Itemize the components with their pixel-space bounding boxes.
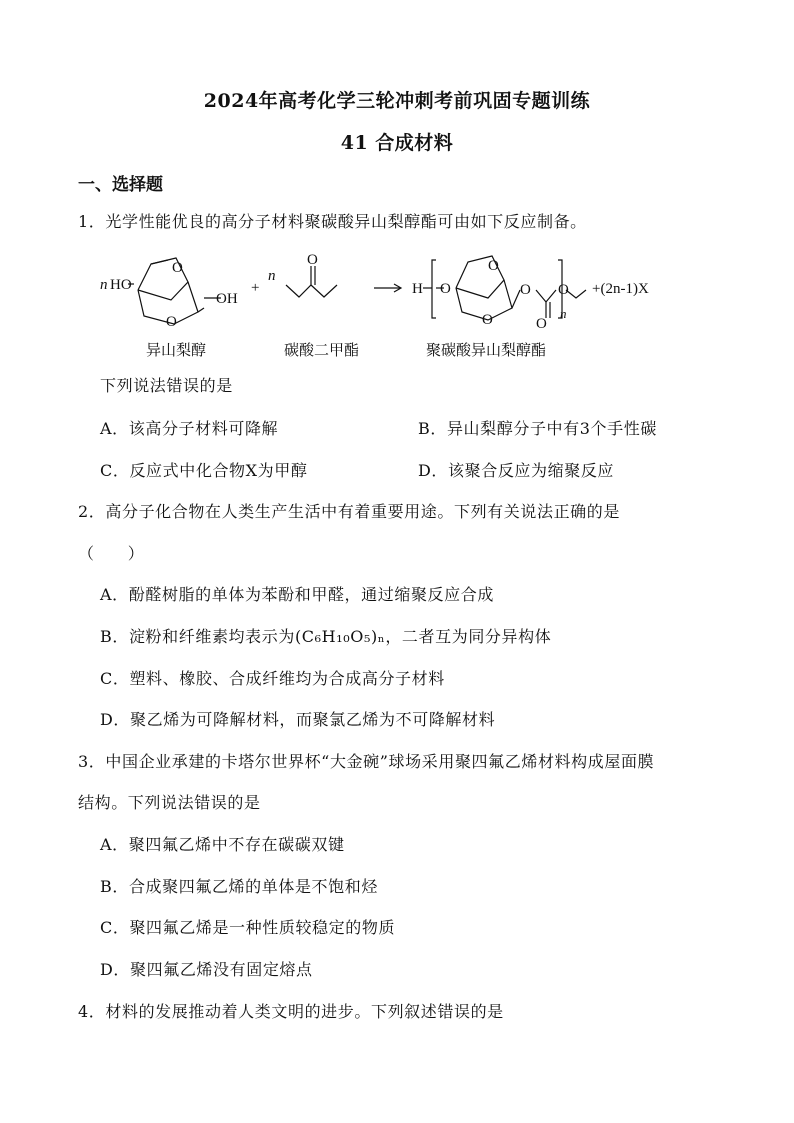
question-1-option-d: D．该聚合反应为缩聚反应 bbox=[418, 461, 615, 480]
question-3-option-c: C．聚四氟乙烯是一种性质较稳定的物质 bbox=[100, 918, 396, 937]
product-ring-oxygen-bottom: O bbox=[482, 312, 493, 328]
page-title: 2024年高考化学三轮冲刺考前巩固专题训练 bbox=[203, 90, 591, 112]
caption-isosorbide: 异山梨醇 bbox=[146, 343, 207, 359]
product-left-oxygen: O bbox=[440, 281, 451, 297]
question-4-stem: 4．材料的发展推动着人类文明的进步。下列叙述错误的是 bbox=[78, 1002, 504, 1021]
question-2-stem: 2．高分子化合物在人类生产生活中有着重要用途。下列有关说法正确的是 bbox=[78, 502, 620, 521]
page-subtitle: 41 合成材料 bbox=[340, 132, 454, 154]
reactant1-coef: n bbox=[100, 277, 108, 293]
question-1-prompt: 下列说法错误的是 bbox=[100, 376, 233, 395]
reaction-scheme bbox=[96, 250, 696, 365]
product-carbonyl-oxygen: O bbox=[536, 316, 547, 332]
question-1-option-b: B．异山梨醇分子中有3个手性碳 bbox=[418, 419, 657, 438]
question-1-option-c: C．反应式中化合物X为甲醇 bbox=[100, 461, 308, 480]
question-3-stem-line-1: 3．中国企业承建的卡塔尔世界杯“大金碗”球场采用聚四氟乙烯材料构成屋面膜 bbox=[78, 752, 655, 771]
question-2-option-a: A．酚醛树脂的单体为苯酚和甲醛，通过缩聚反应合成 bbox=[100, 585, 494, 604]
question-1-stem: 1．光学性能优良的高分子材料聚碳酸异山梨醇酯可由如下反应制备。 bbox=[78, 212, 587, 231]
byproduct: +(2n-1)X bbox=[592, 281, 649, 297]
product-end-group: H bbox=[412, 281, 423, 297]
carbonyl-oxygen: O bbox=[307, 252, 318, 268]
product-ring-oxygen-top: O bbox=[488, 258, 499, 274]
reactant2-coef: n bbox=[268, 268, 276, 284]
reactant1-right-group: OH bbox=[216, 291, 238, 307]
question-2-option-d: D．聚乙烯为可降解材料，而聚氯乙烯为不可降解材料 bbox=[100, 710, 496, 729]
caption-polycarbonate: 聚碳酸异山梨醇酯 bbox=[426, 343, 547, 359]
reactant1-left-group: HO bbox=[110, 277, 132, 293]
product-subscript: n bbox=[560, 306, 567, 321]
product-ester-oxygen: O bbox=[520, 282, 531, 298]
ring-oxygen-top: O bbox=[172, 260, 183, 276]
question-3-option-b: B．合成聚四氟乙烯的单体是不饱和烃 bbox=[100, 877, 378, 896]
section-heading: 一、选择题 bbox=[78, 175, 163, 195]
plus-sign: + bbox=[251, 280, 260, 296]
product-end-oxygen: O bbox=[558, 282, 569, 298]
question-3-option-d: D．聚四氟乙烯没有固定熔点 bbox=[100, 960, 313, 979]
ring-oxygen-bottom: O bbox=[166, 314, 177, 330]
question-2-option-c: C．塑料、橡胶、合成纤维均为合成高分子材料 bbox=[100, 669, 445, 688]
question-3-option-a: A．聚四氟乙烯中不存在碳碳双键 bbox=[100, 835, 345, 854]
question-3-stem-line-2: 结构。下列说法错误的是 bbox=[78, 793, 261, 812]
question-2-bracket: （ ） bbox=[78, 544, 145, 563]
question-1-option-a: A．该高分子材料可降解 bbox=[100, 419, 279, 438]
question-2-option-b: B．淀粉和纤维素均表示为(C₆H₁₀O₅)ₙ，二者互为同分异构体 bbox=[100, 627, 552, 646]
caption-dimethyl-carbonate: 碳酸二甲酯 bbox=[284, 343, 360, 359]
